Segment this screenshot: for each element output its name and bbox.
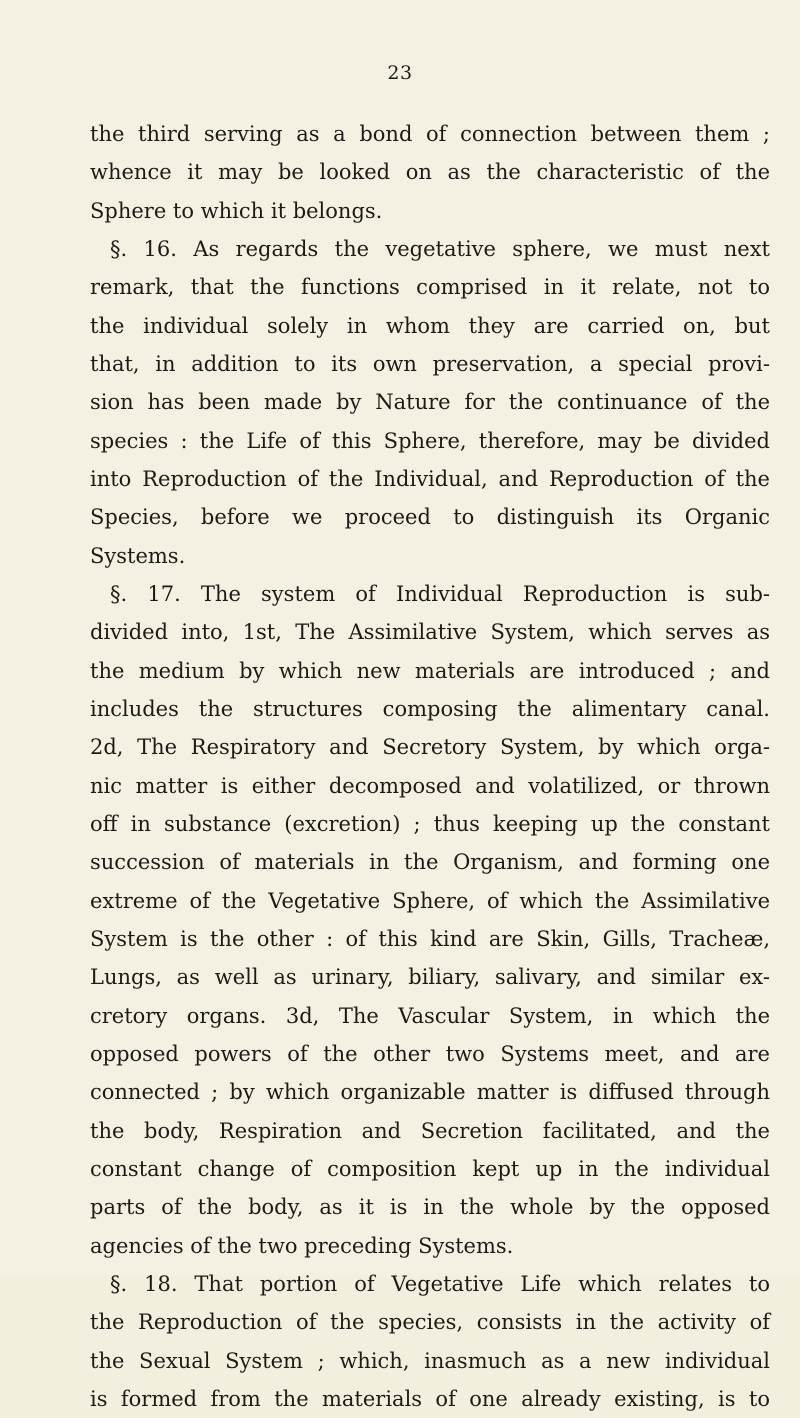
text-line: §. 16. As regards the vegetative sphere, we must next xyxy=(110,236,770,261)
text-line: is formed from the materials of one already existing, is to xyxy=(90,1386,770,1411)
text-line: nic matter is either decomposed and volatilized, or thrown xyxy=(90,773,770,798)
text-line: off in substance (excretion) ; thus keeping up the constant xyxy=(90,811,770,836)
text-line: constant change of composition kept up in the individual xyxy=(90,1156,770,1181)
text-line: Sphere to which it belongs. xyxy=(90,198,383,223)
page-number: 23 xyxy=(387,62,413,84)
text-line: §. 18. That portion of Vegetative Life which relates to xyxy=(110,1271,770,1296)
text-line: into Reproduction of the Individual, and Reproduction of the xyxy=(90,466,770,491)
text-line: 2d, The Respiratory and Secretory System, by which orga- xyxy=(90,735,770,760)
text-line: §. 17. The system of Individual Reproduction is sub- xyxy=(110,581,770,606)
text-line: connected ; by which organizable matter is diffused through xyxy=(90,1080,770,1105)
text-line: that, in addition to its own preservation, a special provi- xyxy=(90,351,770,376)
text-line: the individual solely in whom they are carried on, but xyxy=(90,313,770,338)
text-line: extreme of the Vegetative Sphere, of which the Assimilative xyxy=(90,888,770,913)
text-line: the medium by which new materials are introduced ; and xyxy=(90,658,770,683)
text-line: the Reproduction of the species, consists in the activity of xyxy=(90,1310,770,1335)
text-line: agencies of the two preceding Systems. xyxy=(90,1233,514,1258)
text-line: Species, before we proceed to distinguish its Organic xyxy=(90,505,770,530)
text-line: Lungs, as well as urinary, biliary, salivary, and similar ex- xyxy=(90,965,770,990)
text-line: the body, Respiration and Secretion facilitated, and the xyxy=(90,1118,770,1143)
text-line: includes the structures composing the alimentary canal. xyxy=(90,696,770,721)
text-line: sion has been made by Nature for the continuance of the xyxy=(90,390,770,415)
text-line: divided into, 1st, The Assimilative System, which serves as xyxy=(90,620,770,645)
text-line: opposed powers of the other two Systems meet, and are xyxy=(90,1041,770,1066)
text-line: System is the other : of this kind are Skin, Gills, Tracheæ, xyxy=(90,926,770,951)
text-line: species : the Life of this Sphere, therefore, may be divided xyxy=(90,428,770,453)
text-line: the third serving as a bond of connection between them ; xyxy=(90,122,770,146)
text-line: cretory organs. 3d, The Vascular System, in which the xyxy=(90,1003,770,1028)
text-line: parts of the body, as it is in the whole by the opposed xyxy=(90,1195,770,1220)
text-line: the Sexual System ; which, inasmuch as a new individual xyxy=(90,1348,770,1373)
text-line: succession of materials in the Organism, and forming one xyxy=(90,850,770,875)
body-text xyxy=(90,115,770,1418)
text-line: Systems. xyxy=(90,543,186,568)
text-line: remark, that the functions comprised in it relate, not to xyxy=(90,275,770,300)
text-line: whence it may be looked on as the characteristic of the xyxy=(90,160,770,185)
